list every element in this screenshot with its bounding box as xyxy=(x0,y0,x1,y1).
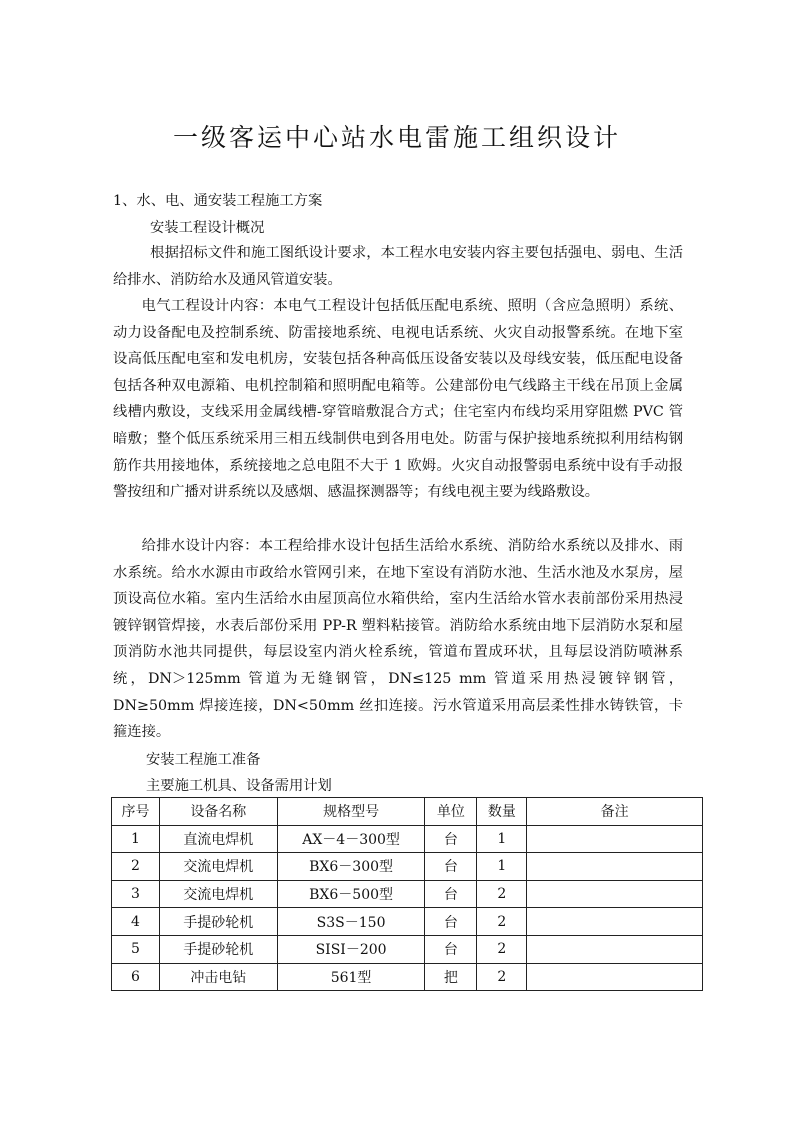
table-row xyxy=(112,908,703,936)
table-cell: 交流电焊机 xyxy=(159,880,277,908)
header-cell: 序号 xyxy=(112,798,160,826)
table-cell xyxy=(527,935,703,963)
table-cell: 5 xyxy=(112,935,160,963)
table-cell: 561型 xyxy=(277,963,425,991)
table-cell: S3S－150 xyxy=(277,908,425,936)
table-cell: 台 xyxy=(425,853,477,881)
header-cell: 设备名称 xyxy=(159,798,277,826)
paragraph-plumbing: 给排水设计内容：本工程给排水设计包括生活给水系统、消防给水系统以及排水、雨水系统。给水水源由市政给水管网引来，在地下室设有消防水池、生活水池及水泵房，屋顶设高位水箱。室内生活给水由屋顶高位水箱供给，室内生活给水管水表前部份采用热浸镀锌钢管焊接，水表后部份采用 PP-R 塑料粘接管。消防给水系统由地下层消防水泵和屋顶消防水池共同提供，每层设室内消火栓系统，管道布置成环状，且每层设消防喷淋系统，DN＞125mm 管道为无缝钢管，DN≤125 mm 管道采用热浸镀锌钢管，DN≥50mm 焊接连接，DN<50mm 丝扣连接。污水管道采用高层柔性排水铸铁管，卡箍连接。 xyxy=(113,538,683,741)
table-header-row xyxy=(112,798,703,826)
table-cell: 把 xyxy=(425,963,477,991)
subheading-design-overview: 安装工程设计概况 xyxy=(150,220,265,236)
table-cell xyxy=(527,825,703,853)
table-cell: 2 xyxy=(477,880,527,908)
table-cell: 交流电焊机 xyxy=(159,853,277,881)
subheading-preparation: 安装工程施工准备 xyxy=(146,752,261,768)
table-cell xyxy=(527,963,703,991)
header-cell: 备注 xyxy=(527,798,703,826)
table-cell: 2 xyxy=(112,853,160,881)
table-cell: 手提砂轮机 xyxy=(159,908,277,936)
table-cell: 1 xyxy=(112,825,160,853)
table-cell: 直流电焊机 xyxy=(159,825,277,853)
table-cell: 台 xyxy=(425,880,477,908)
table-cell: AX－4－300型 xyxy=(277,825,425,853)
table-cell: 台 xyxy=(425,935,477,963)
header-cell: 规格型号 xyxy=(277,798,425,826)
equipment-table xyxy=(111,797,703,991)
section-heading: 1、水、电、通安装工程施工方案 xyxy=(113,193,323,209)
table-row xyxy=(112,963,703,991)
paragraph-intro: 根据招标文件和施工图纸设计要求，本工程水电安装内容主要包括强电、弱电、生活给排水、消防给水及通风管道安装。 xyxy=(113,245,683,288)
subheading-equipment-plan: 主要施工机具、设备需用计划 xyxy=(146,778,332,794)
table-cell: BX6－500型 xyxy=(277,880,425,908)
table-cell: 手提砂轮机 xyxy=(159,935,277,963)
header-cell: 单位 xyxy=(425,798,477,826)
table-cell: 2 xyxy=(477,935,527,963)
table-cell: 冲击电钻 xyxy=(159,963,277,991)
table-cell: 台 xyxy=(425,825,477,853)
table-cell xyxy=(527,880,703,908)
header-cell: 数量 xyxy=(477,798,527,826)
table-cell: 3 xyxy=(112,880,160,908)
table-row xyxy=(112,853,703,881)
table-cell: SISI－200 xyxy=(277,935,425,963)
table-cell: 2 xyxy=(477,908,527,936)
document-title: 一级客运中心站水电雷施工组织设计 xyxy=(172,123,621,152)
table-cell: 台 xyxy=(425,908,477,936)
table-cell: 1 xyxy=(477,825,527,853)
table-cell: 1 xyxy=(477,853,527,881)
table-cell: BX6－300型 xyxy=(277,853,425,881)
table-row xyxy=(112,935,703,963)
table-cell xyxy=(527,853,703,881)
table-row xyxy=(112,880,703,908)
table-cell: 4 xyxy=(112,908,160,936)
table-cell: 6 xyxy=(112,963,160,991)
table-cell: 2 xyxy=(477,963,527,991)
paragraph-electrical: 电气工程设计内容：本电气工程设计包括低压配电系统、照明（含应急照明）系统、动力设备配电及控制系统、防雷接地系统、电视电话系统、火灾自动报警系统。在地下室设高低压配电室和发电机房，安装包括各种高低压设备安装以及母线安装，低压配电设备包括各种双电源箱、电机控制箱和照明配电箱等。公建部份电气线路主干线在吊顶上金属线槽内敷设，支线采用金属线槽-穿管暗敷混合方式；住宅室内布线均采用穿阻燃 PVC 管暗敷；整个低压系统采用三相五线制供电到各用电处。防雷与保护接地系统拟利用结构钢筋作共用接地体，系统接地之总电阻不大于 1 欧姆。火灾自动报警弱电系统中设有手动报警按纽和广播对讲系统以及感烟、感温探测器等；有线电视主要为线路敷设。 xyxy=(113,298,683,501)
table-row xyxy=(112,825,703,853)
table-cell xyxy=(527,908,703,936)
